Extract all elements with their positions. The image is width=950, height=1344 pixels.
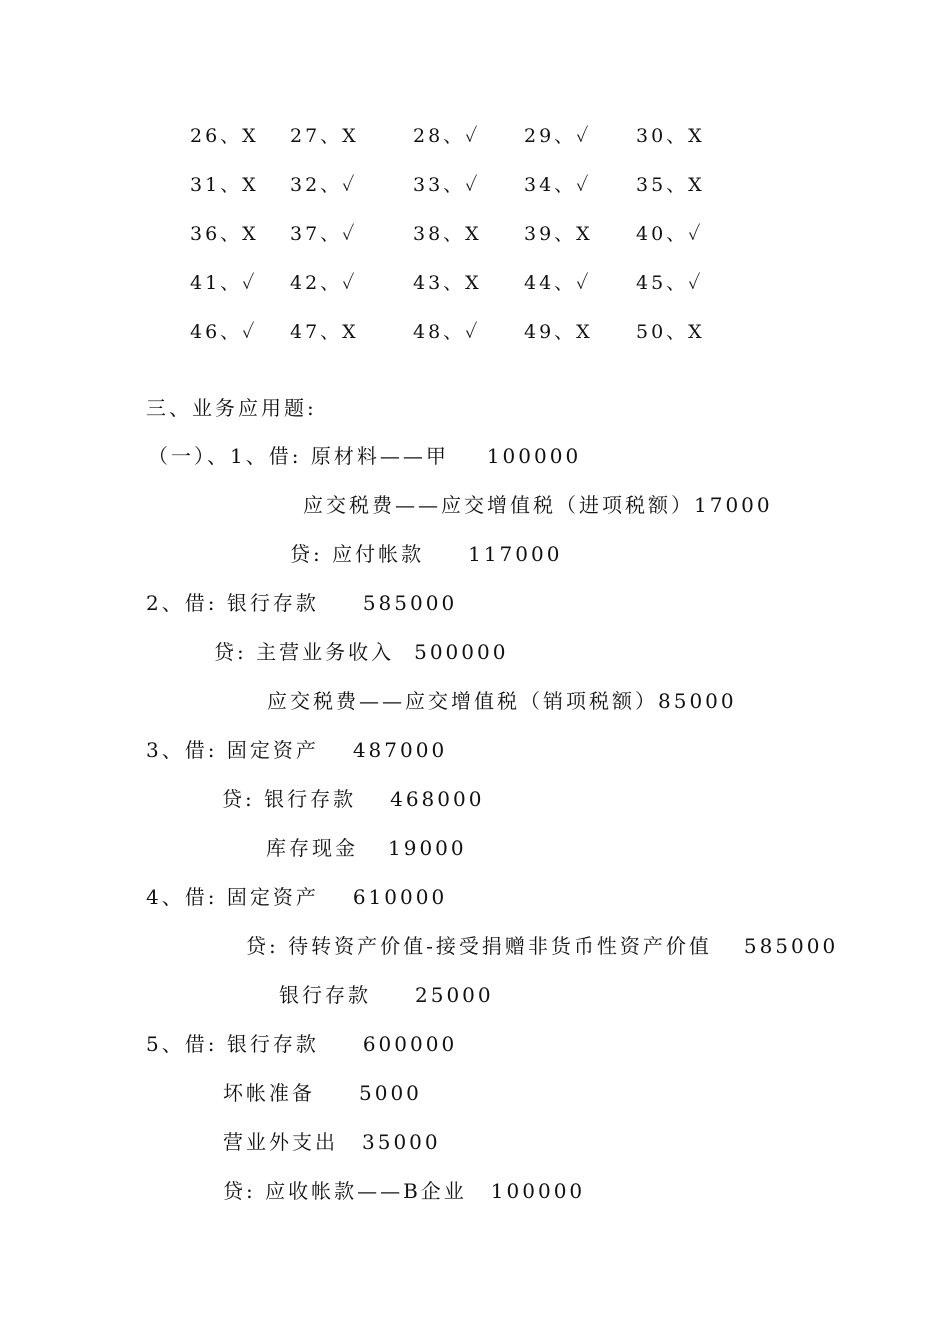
entry-text: 3、借: 固定资产: [146, 738, 319, 762]
answer-cell: 36、X: [190, 223, 259, 245]
entry-amount: 600000: [362, 1032, 458, 1056]
answer-cell: 32、✓: [290, 174, 358, 196]
entry-line: [266, 835, 467, 861]
answer-cell: 41、✓: [190, 272, 258, 294]
entry-text: （一）、1、借: 原材料——甲: [148, 444, 449, 468]
entry-amount: 25000: [415, 983, 494, 1007]
answer-cell: 31、X: [190, 174, 259, 196]
entry-line: [223, 1080, 422, 1106]
entry-text: 贷: 主营业务收入: [214, 640, 395, 664]
entry-line: [146, 884, 447, 910]
answer-cell: 38、X: [413, 223, 482, 245]
entry-line: [303, 492, 773, 518]
entry-amount: 117000: [468, 542, 563, 566]
entry-line: [214, 639, 508, 665]
entry-text: 坏帐准备: [223, 1081, 315, 1105]
entry-line: [223, 1178, 585, 1204]
answer-cell: 37、✓: [290, 223, 358, 245]
entry-line: [146, 1031, 457, 1057]
answer-cell: 40、✓: [636, 223, 704, 245]
answer-cell: 43、X: [413, 272, 482, 294]
answer-cell: 46、✓: [190, 321, 258, 343]
answer-cell: 44、✓: [524, 272, 592, 294]
entry-text: 贷: 待转资产价值-接受捐赠非货币性资产价值: [246, 934, 712, 958]
entry-text: 贷: 应付帐款: [290, 542, 425, 566]
entry-line: [267, 688, 737, 714]
entry-amount: 5000: [359, 1081, 422, 1105]
answer-cell: 28、✓: [413, 125, 481, 147]
entry-amount: 468000: [390, 787, 485, 811]
answer-cell: 48、✓: [413, 321, 481, 343]
answer-cell: 49、X: [524, 321, 593, 343]
entry-text: 贷: 应收帐款——B企业: [223, 1179, 467, 1203]
entry-text: 库存现金: [266, 836, 358, 860]
answer-cell: 26、X: [190, 125, 259, 147]
entry-text: 5、借: 银行存款: [146, 1032, 319, 1056]
answer-cell: 50、X: [636, 321, 705, 343]
answer-cell: 33、✓: [413, 174, 481, 196]
entry-amount: 19000: [388, 836, 467, 860]
entry-line: [222, 786, 484, 812]
entry-amount: 585000: [743, 934, 839, 958]
entry-amount: 585000: [362, 591, 458, 615]
entry-line: [290, 541, 562, 567]
answer-cell: 29、✓: [524, 125, 592, 147]
entry-amount: 487000: [352, 738, 448, 762]
answer-cell: 34、✓: [524, 174, 592, 196]
entry-text: 4、借: 固定资产: [146, 885, 319, 909]
entry-line: [246, 933, 838, 959]
entry-amount: 500000: [414, 640, 509, 664]
entry-line: [146, 737, 447, 763]
entry-text: 2、借: 银行存款: [146, 591, 319, 615]
entry-amount: 610000: [352, 885, 448, 909]
entry-text: 贷: 银行存款: [222, 787, 357, 811]
entry-text: 应交税费——应交增值税（进项税额）17000: [303, 493, 773, 517]
entry-text: 营业外支出: [223, 1130, 338, 1154]
entry-amount: 100000: [486, 444, 582, 468]
entry-amount: 100000: [490, 1179, 586, 1203]
entry-line: [148, 443, 581, 469]
entry-text: 应交税费——应交增值税（销项税额）85000: [267, 689, 737, 713]
entry-line: [279, 982, 494, 1008]
answer-cell: 42、✓: [290, 272, 358, 294]
entry-line: [223, 1129, 441, 1155]
entry-amount: 35000: [362, 1130, 441, 1154]
section-title: 三、业务应用题:: [146, 396, 317, 420]
answer-cell: 45、✓: [636, 272, 704, 294]
entry-text: 银行存款: [279, 983, 371, 1007]
answer-cell: 47、X: [290, 321, 359, 343]
answer-cell: 30、X: [636, 125, 705, 147]
answer-cell: 35、X: [636, 174, 705, 196]
answer-cell: 27、X: [290, 125, 359, 147]
entry-line: [146, 590, 457, 616]
answer-cell: 39、X: [524, 223, 593, 245]
